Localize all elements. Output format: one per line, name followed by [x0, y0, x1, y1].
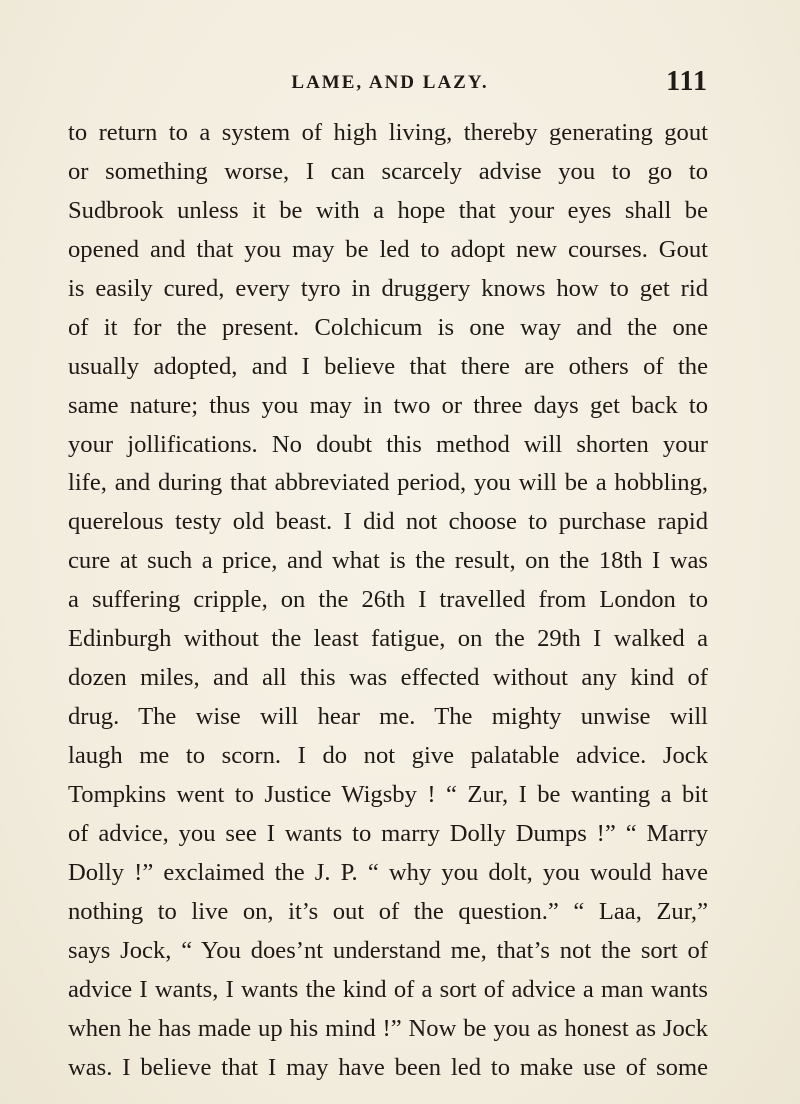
text-line-25: was. I believe that I may have been led to make use of some — [68, 1053, 708, 1081]
text-line-6: of it for the present. Colchicum is one way and the one — [68, 313, 708, 341]
text-line-21: nothing to live on, it’s out of the question.” “ Laa, Zur,” — [68, 897, 708, 925]
text-line-10: life, and during that abbreviated period, you will be a hobbling, — [68, 469, 708, 497]
text-line-18: Tompkins went to Justice Wigsby ! “ Zur, I be wanting a bit — [68, 780, 708, 808]
text-line-20: Dolly !” exclaimed the J. P. “ why you dolt, you would have — [68, 858, 708, 886]
text-line-12: cure at such a price, and what is the result, on the 18th I was — [68, 547, 708, 575]
text-line-1: to return to a system of high living, thereby generating gout — [68, 119, 708, 146]
text-line-15: dozen miles, and all this was effected without any kind of — [68, 664, 708, 692]
body-text — [68, 114, 708, 1087]
text-line-24: when he has made up his mind !” Now be you as honest as Jock — [68, 1014, 708, 1042]
text-line-8: same nature; thus you may in two or three days get back to — [68, 391, 708, 419]
text-line-5: is easily cured, every tyro in druggery knows how to get rid — [68, 274, 708, 302]
text-line-23: advice I wants, I wants the kind of a sort of advice a man wants — [68, 975, 708, 1003]
text-line-16: drug. The wise will hear me. The mighty unwise will — [68, 703, 708, 731]
text-line-11: querelous testy old beast. I did not choose to purchase rapid — [68, 508, 708, 536]
text-line-22: says Jock, “ You does’nt understand me, that’s not the sort of — [68, 936, 708, 964]
text-line-7: usually adopted, and I believe that there are others of the — [68, 352, 708, 380]
text-line-14: Edinburgh without the least fatigue, on the 29th I walked a — [68, 625, 708, 653]
text-line-9: your jollifications. No doubt this method will shorten your — [68, 430, 708, 458]
page-header — [72, 66, 708, 100]
text-line-19: of advice, you see I wants to marry Dolly Dumps !” “ Marry — [68, 819, 708, 847]
text-line-13: a suffering cripple, on the 26th I travelled from London to — [68, 586, 708, 614]
text-line-3: Sudbrook unless it be with a hope that your eyes shall be — [68, 196, 708, 224]
text-line-2: or something worse, I can scarcely advise you to go to — [68, 157, 708, 185]
text-line-4: opened and that you may be led to adopt new courses. Gout — [68, 235, 708, 263]
running-title: LAME, AND LAZY. — [291, 72, 489, 93]
text-line-17: laugh me to scorn. I do not give palatable advice. Jock — [68, 742, 708, 769]
page-number: 111 — [666, 66, 708, 97]
